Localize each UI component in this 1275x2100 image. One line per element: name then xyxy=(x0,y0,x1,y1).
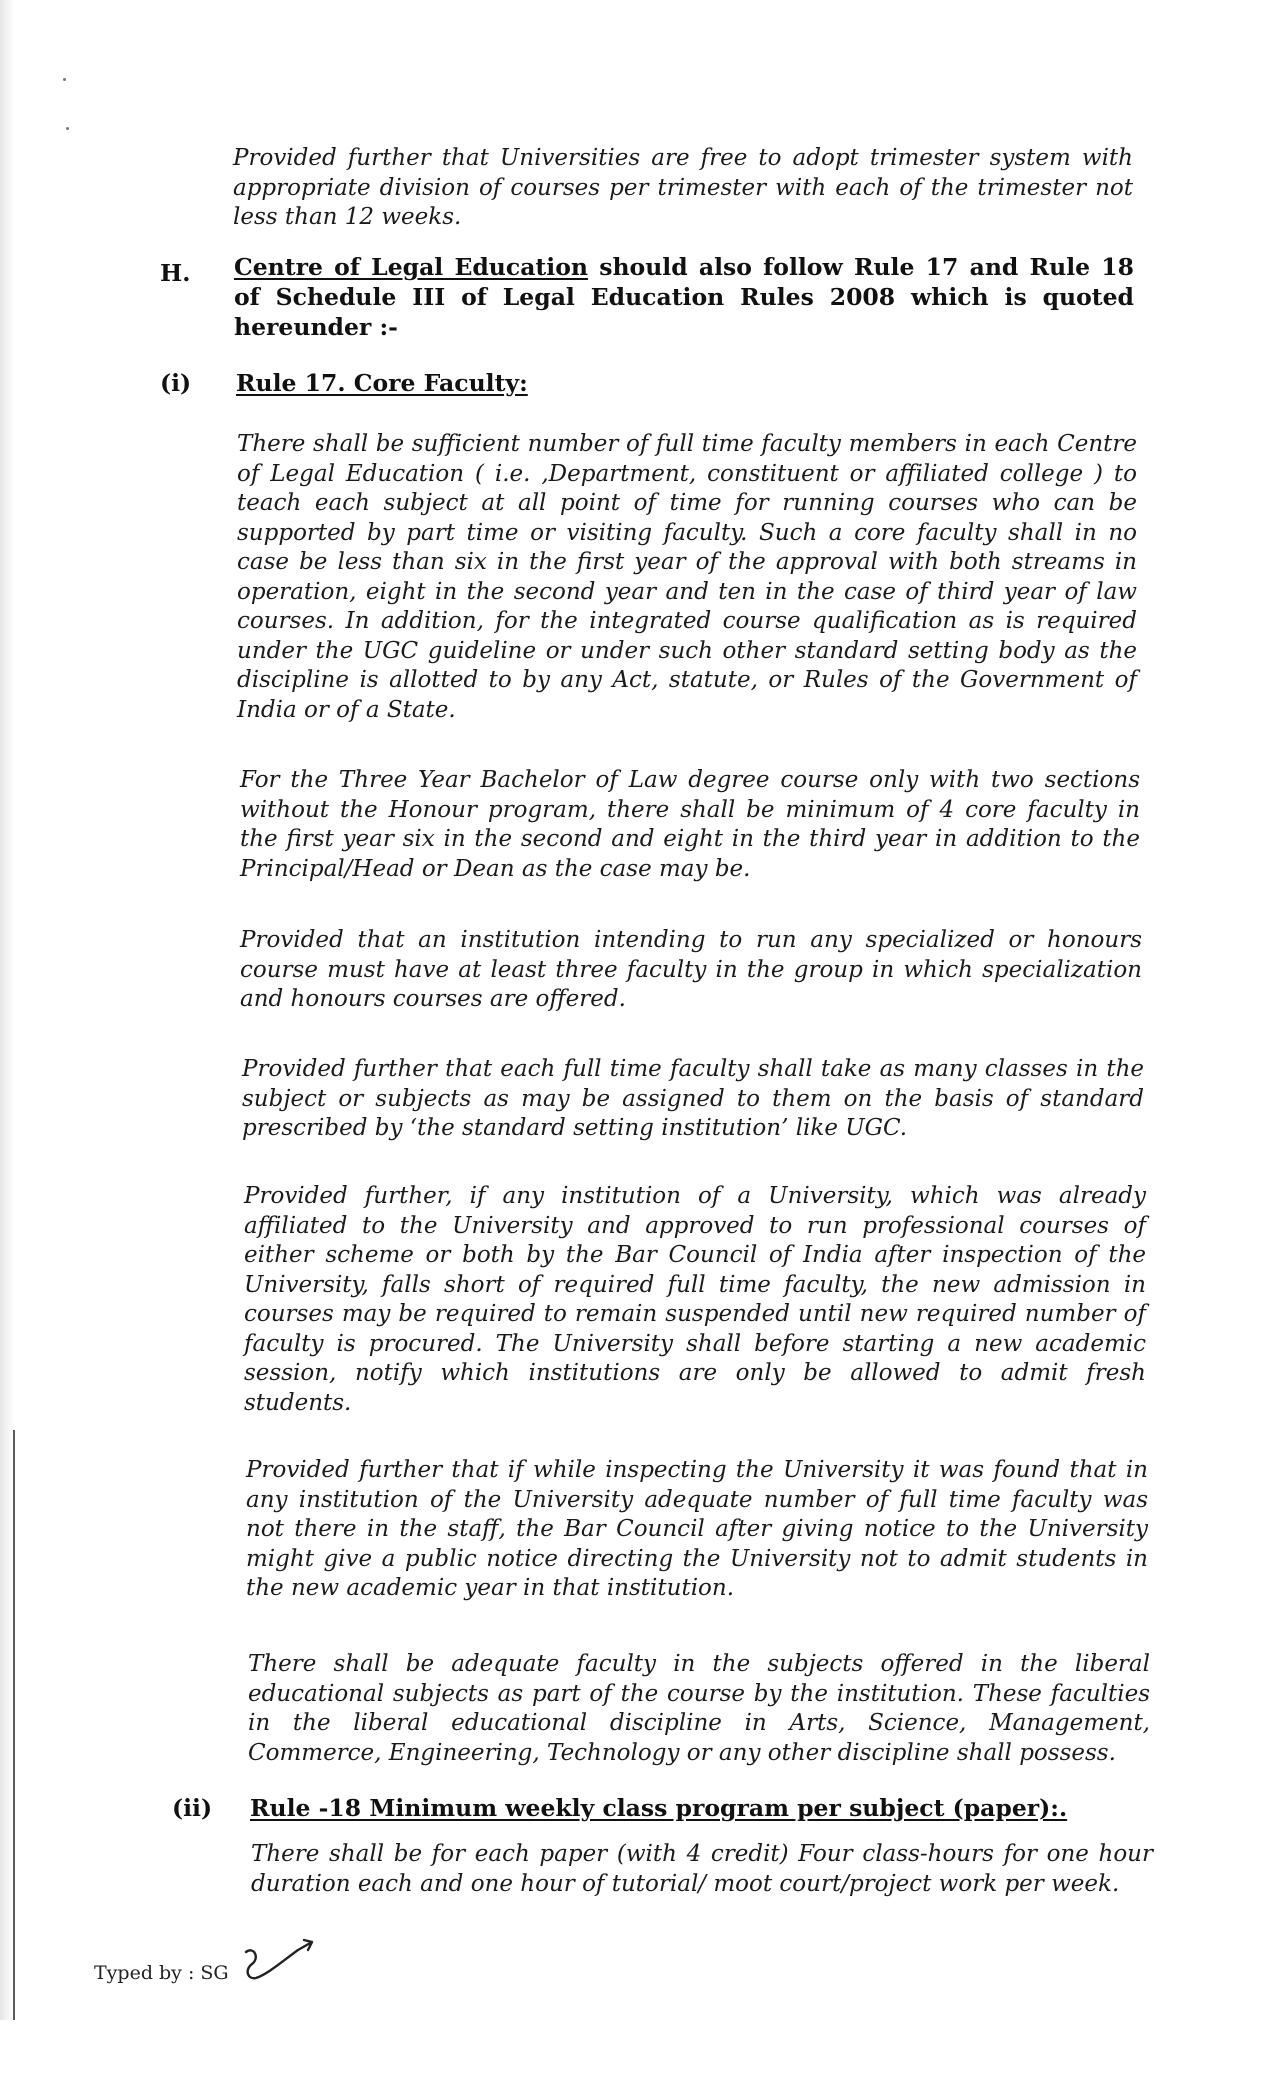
rule18-title xyxy=(250,1793,1067,1823)
rule17-paragraph-6: Provided further that if while inspecting the University it was found that in any institution of the University adequate number of full time faculty was not there in the staff, the Bar Council after giving notice to the University might give a public notice directing the University not to admit students in the new academic year in that institution. xyxy=(246,1457,1148,1601)
scan-speck xyxy=(63,78,66,81)
rule18-marker: (ii) xyxy=(172,1794,213,1822)
rule17-paragraph-3: Provided that an institution intending to run any specialized or honours course must have at least three faculty in the group in which specialization and honours courses are offered. xyxy=(240,927,1142,1012)
rule17-paragraph-5: Provided further, if any institution of a University, which was already affiliated to the University and approved to run professional courses of either scheme or both by the Bar Council of India after inspection of the University, falls short of required full time faculty, the new admission in courses may be required to remain suspended until new required number of faculty is procured. The University shall before starting a new academic session, notify which institutions are only be allowed to admit fresh students. xyxy=(244,1183,1146,1416)
section-h-heading-underlined: Centre of Legal Education xyxy=(234,253,588,281)
signature-mark xyxy=(234,1936,324,1996)
rule18-paragraph: There shall be for each paper (with 4 credit) Four class-hours for one hour duration each and one hour of tutorial/ moot court/project work per week. xyxy=(251,1841,1153,1897)
scan-speck xyxy=(66,127,69,130)
section-h-heading xyxy=(234,252,1134,342)
section-h-marker: H. xyxy=(160,259,191,287)
rule17-marker: (i) xyxy=(160,369,192,397)
rule17-paragraph-4: Provided further that each full time faculty shall take as many classes in the subject or subjects as may be assigned to them on the basis of standard prescribed by ‘the standard setting institution’ like UGC. xyxy=(242,1056,1144,1141)
rule17-paragraph-1: There shall be sufficient number of full time faculty members in each Centre of Legal Education ( i.e. ,Department, constituent or affiliated college ) to teach each subject at all point of time for running courses who can be supported by part time or visiting faculty. Such a core faculty shall in no case be less than six in the first year of the approval with both streams in operation, eight in the second year and ten in the case of third year of law courses. In addition, for the integrated course qualification as is required under the UGC guideline or under such other standard setting body as the discipline is allotted to by any Act, statute, or Rules of the Government of India or of a State. xyxy=(237,431,1137,723)
proviso-trimester: Provided further that Universities are free to adopt trimester system with appropriate division of courses per trimester with each of the trimester not less than 12 weeks. xyxy=(233,145,1133,230)
rule18-title-text: Rule -18 Minimum weekly class program per subject (paper):. xyxy=(250,1794,1068,1822)
typed-by-label: Typed by : SG xyxy=(94,1962,229,1984)
rule17-title xyxy=(236,368,528,398)
rule17-title-text: Rule 17. Core Faculty: xyxy=(236,369,528,397)
rule17-paragraph-2: For the Three Year Bachelor of Law degree course only with two sections without the Honour program, there shall be minimum of 4 core faculty in the first year six in the second and eight in the third year in addition to the Principal/Head or Dean as the case may be. xyxy=(240,767,1140,882)
section-h-heading-rest: should also follow Rule 17 and Rule 18 of Schedule III of Legal Education Rules 2008 which is quoted hereunder :- xyxy=(234,253,1135,341)
rule17-paragraph-7: There shall be adequate faculty in the subjects offered in the liberal educational subjects as part of the course by the institution. These faculties in the liberal educational discipline in Arts, Science, Management, Commerce, Engineering, Technology or any other discipline shall possess. xyxy=(248,1651,1150,1766)
scan-border-line xyxy=(13,1430,15,2020)
scan-shadow-edge xyxy=(0,0,14,2020)
